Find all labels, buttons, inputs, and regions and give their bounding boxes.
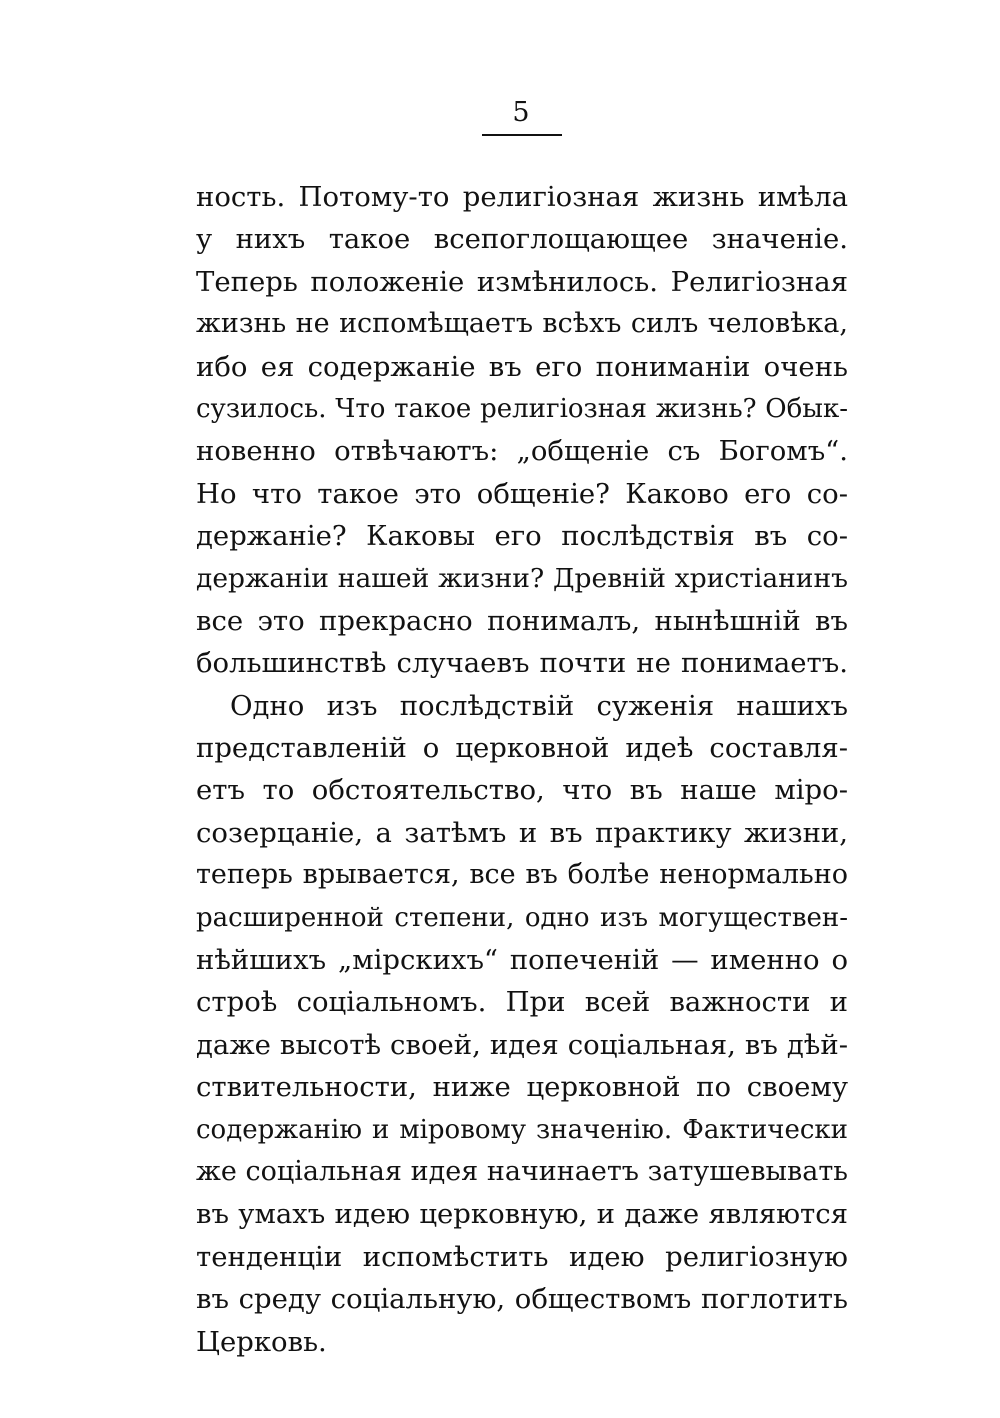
text-line: въ умахъ идею церковную, и даже являются — [196, 1198, 848, 1231]
text-line: у нихъ такое всепоглощающее значеніе. — [196, 223, 848, 256]
text-line: ность. Потому-то религіозная жизнь имѣла — [196, 181, 848, 213]
text-line: держаніи нашей жизни? Древній христіанинъ — [196, 562, 848, 594]
text-line: сузилось. Что такое религіозная жизнь? Обык- — [196, 393, 848, 424]
paragraph-1 — [196, 176, 848, 685]
text-line: Теперь положеніе измѣнилось. Религіозная — [196, 265, 848, 298]
text-line: Церковь. — [196, 1325, 327, 1358]
text-line: ибо ея содержаніе въ его пониманіи очень — [196, 350, 848, 383]
text-line: теперь врывается, все въ болѣе ненормально — [196, 859, 848, 891]
text-line: большинствѣ случаевъ почти не понимаетъ. — [196, 647, 848, 680]
text-line: тенденціи испомѣстить идею религіозную — [196, 1240, 848, 1273]
text-line: созерцаніе, а затѣмъ и въ практику жизни, — [196, 816, 848, 849]
text-line: ствительности, ниже церковной по своему — [196, 1071, 848, 1104]
text-line: въ среду соціальную, обществомъ поглотить — [196, 1283, 848, 1316]
page-number-rule — [482, 134, 562, 136]
text-line: новенно отвѣчаютъ: „общеніе съ Богомъ“. — [196, 435, 848, 468]
text-line: же соціальная идея начинаетъ затушевывать — [196, 1155, 848, 1187]
text-line: етъ то обстоятельство, что въ наше міро- — [196, 774, 848, 807]
page-number: 5 — [512, 97, 530, 128]
body-text — [196, 176, 848, 1363]
text-line: жизнь не испомѣщаетъ всѣхъ силъ человѣка, — [196, 308, 848, 340]
text-line: содержанію и міровому значенію. Фактически — [196, 1114, 848, 1145]
text-line: Одно изъ послѣдствій суженія нашихъ — [230, 689, 848, 722]
text-line: Но что такое это общеніе? Каково его со- — [196, 477, 848, 510]
text-line: представленій о церковной идеѣ составля- — [196, 732, 848, 765]
text-line: нѣйшихъ „мірскихъ“ попеченій — именно о — [196, 944, 848, 977]
text-line: держаніе? Каковы его послѣдствія въ со- — [196, 520, 848, 553]
text-line: строѣ соціальномъ. При всей важности и — [196, 986, 848, 1019]
paragraph-2 — [196, 685, 848, 1363]
text-line: все это прекрасно понималъ, нынѣшній въ — [196, 604, 848, 637]
text-line: даже высотѣ своей, идея соціальная, въ дѣй- — [196, 1028, 848, 1061]
text-line: расширенной степени, одно изъ могуществен- — [196, 902, 848, 933]
